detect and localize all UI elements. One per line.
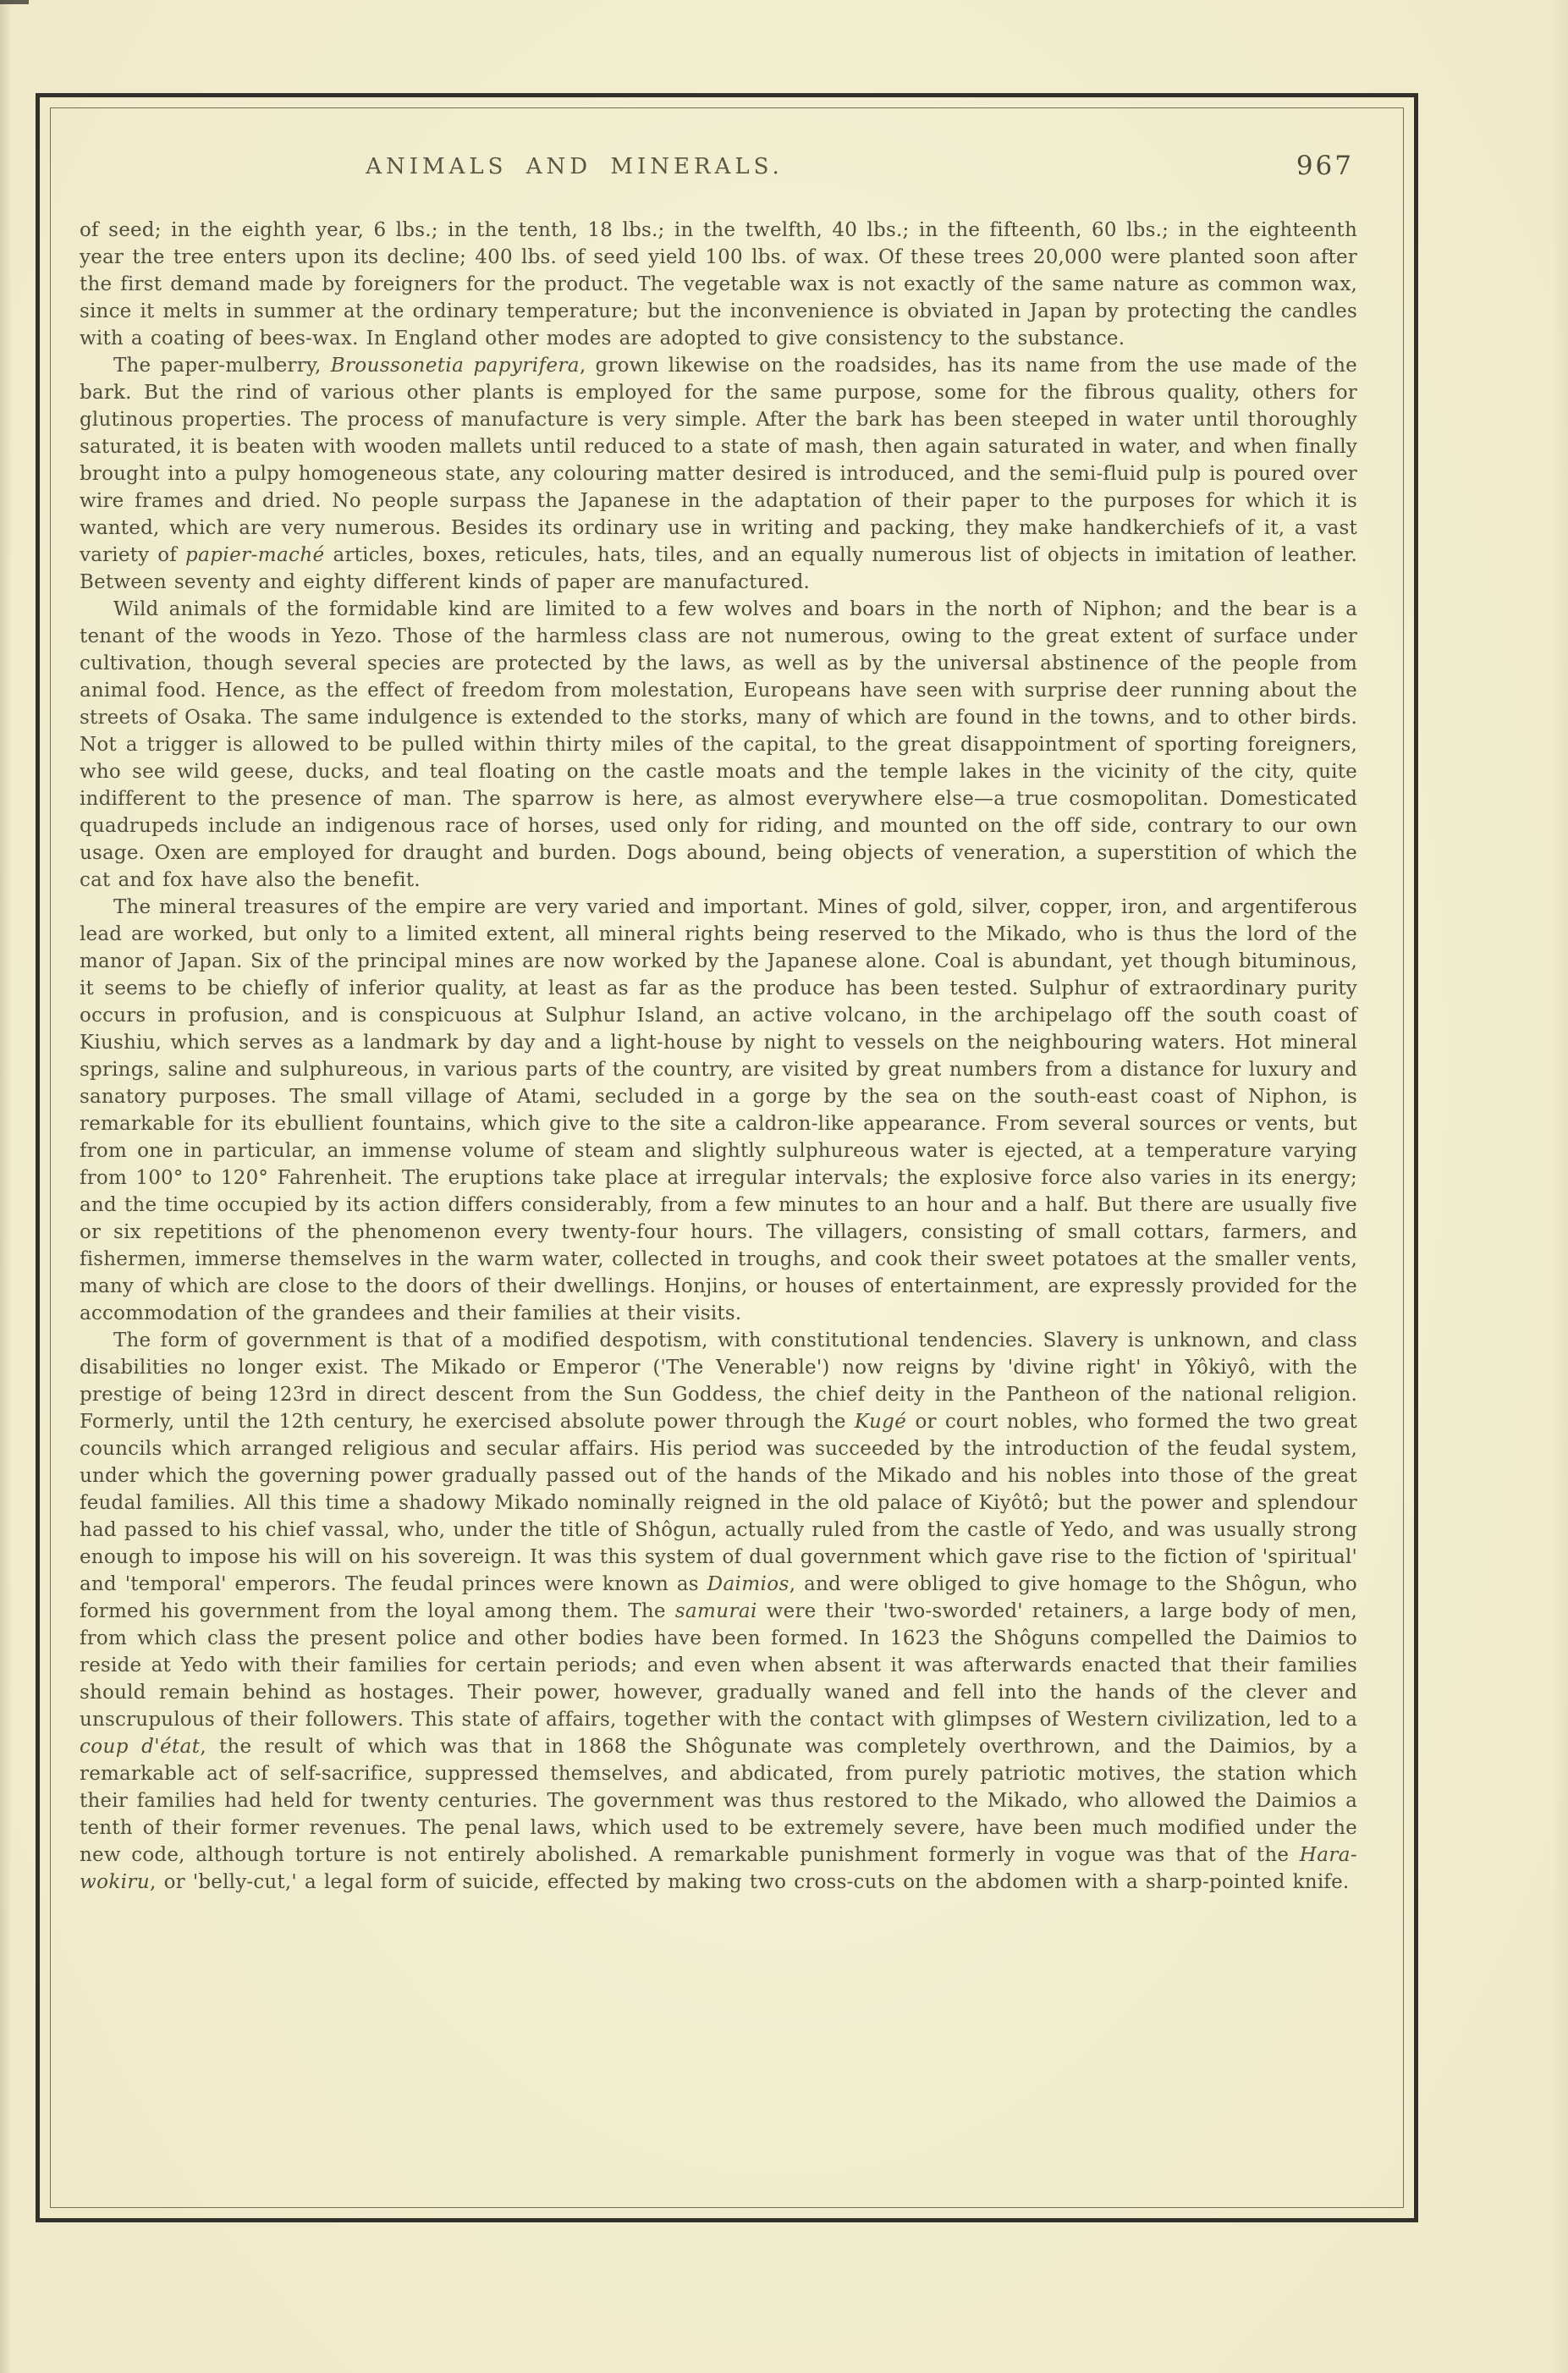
text-run: The paper-mulberry, (113, 355, 331, 377)
paragraph (80, 352, 1357, 596)
italic-term: samurai (674, 1600, 757, 1622)
italic-term: Hara-wokiru (80, 1844, 1357, 1893)
text-run: articles, boxes, reticules, hats, tiles, and an equally numerous list of objects in imitation of leather. Between seventy and eighty different kinds of paper are manufactured. (80, 544, 1357, 593)
text-run: , or 'belly-cut,' a legal form of suicide, effected by making two cross-cuts on the abdomen with a sharp-pointed knife. (150, 1871, 1350, 1893)
paragraph (80, 894, 1357, 1327)
text-run: of seed; in the eighth year, 6 lbs.; in the tenth, 18 lbs.; in the twelfth, 40 lbs.; in the fifteenth, 60 lbs.; in the eighteenth year the tree enters upon its decline; 400 lbs. of seed yield 100 lbs. of wax. Of these trees 20,000 were planted soon after the first demand made by foreigners for the product. The vegetable wax is not exactly of the same nature as common wax, since it melts in summer at the ordinary temperature; but the inconvenience is obviated in Japan by protecting the candles with a coating of bees-wax. In England other modes are adopted to give consistency to the substance. (80, 219, 1357, 350)
page-title: ANIMALS AND MINERALS. (366, 154, 784, 179)
italic-term: Kugé (854, 1411, 907, 1433)
italic-term: Daimios (707, 1573, 790, 1595)
text-run: were their 'two-sworded' retainers, a large body of men, from which class the present police and other bodies have been formed. In 1623 the Shôguns compelled the Daimios to reside at Yedo with their families for certain periods; and even when absent it was afterwards enacted that their families should remain behind as hostages. Their power, however, gradually waned and fell into the hands of the clever and unscrupulous of their followers. This state of affairs, together with the contact with glimpses of Western civilization, led to a (80, 1600, 1357, 1731)
text-run: , grown likewise on the roadsides, has its name from the use made of the bark. But the rind of various other plants is employed for the same purpose, some for the fibrous quality, others for glutinous properties. The process of manufacture is very simple. After the bark has been steeped in water until thoroughly saturated, it is beaten with wooden mallets until reduced to a state of mash, then again saturated in water, and when finally brought into a pulpy homogeneous state, any colouring matter desired is introduced, and the semi-fluid pulp is poured over wire frames and dried. No people surpass the Japanese in the adaptation of their paper to the purposes for which it is wanted, which are very numerous. Besides its ordinary use in writing and packing, they make handkerchiefs of it, a vast variety of (80, 355, 1357, 566)
text-run: or court nobles, who formed the two great councils which arranged religious and secular affairs. His period was succeeded by the introduction of the feudal system, under which the governing power gradually passed out of the hands of the Mikado and his nobles into those of the great feudal families. All this time a shadowy Mikado nominally reigned in the old palace of Kiyôtô; but the power and splendour had passed to his chief vassal, who, under the title of Shôgun, actually ruled from the castle of Yedo, and was usually strong enough to impose his will on his sovereign. It was this system of dual government which gave rise to the fiction of 'spiritual' and 'temporal' emperors. The feudal princes were known as (80, 1411, 1357, 1595)
text-run: The mineral treasures of the empire are very varied and important. Mines of gold, silver, copper, iron, and argentiferous lead are worked, but only to a limited extent, all mineral rights being reserved to the Mikado, who is thus the lord of the manor of Japan. Six of the principal mines are now worked by the Japanese alone. Coal is abundant, yet though bituminous, it seems to be chiefly of inferior quality, at least as far as the produce has been tested. Sulphur of extraordinary purity occurs in profusion, and is conspicuous at Sulphur Island, an active volcano, in the archipelago off the south coast of Kiushiu, which serves as a landmark by day and a light-house by night to vessels on the neighbouring waters. Hot mineral springs, saline and sulphureous, in various parts of the country, are visited by great numbers from a distance for luxury and sanatory purposes. The small village of Atami, secluded in a gorge by the sea on the south-east coast of Niphon, is remarkable for its ebullient fountains, which give to the site a caldron-like appearance. From several sources or vents, but from one in particular, an immense volume of steam and slightly sulphureous water is ejected, at a temperature varying from 100° to 120° Fahrenheit. The eruptions take place at irregular intervals; the explosive force also varies in its energy; and the time occupied by its action differs considerably, from a few minutes to an hour and a half. But there are usually five or six repetitions of the phenomenon every twenty-four hours. The villagers, consisting of small cottars, farmers, and fishermen, immerse themselves in the warm water, collected in troughs, and cook their sweet potatoes at the smaller vents, many of which are close to the doors of their dwellings. Honjins, or houses of entertainment, are expressly provided for the accommodation of the grandees and their families at their visits. (80, 896, 1357, 1324)
page-inner-border (50, 107, 1404, 2208)
italic-term: papier-maché (185, 544, 325, 566)
paragraph (80, 1327, 1357, 1896)
text-run: Wild animals of the formidable kind are limited to a few wolves and boars in the north of Niphon; and the bear is a tenant of the woods in Yezo. Those of the harmless class are not numerous, owing to the great extent of surface under cultivation, though several species are protected by the laws, as well as by the universal abstinence of the people from animal food. Hence, as the effect of freedom from molestation, Europeans have seen with surprise deer running about the streets of Osaka. The same indulgence is extended to the storks, many of which are found in the towns, and to other birds. Not a trigger is allowed to be pulled within thirty miles of the capital, to the great disappointment of sporting foreigners, who see wild geese, ducks, and teal floating on the castle moats and the temple lakes in the vicinity of the city, quite indifferent to the presence of man. The sparrow is here, as almost everywhere else—a true cosmopolitan. Domesticated quadrupeds include an indigenous race of horses, used only for riding, and mounted on the off side, contrary to our own usage. Oxen are employed for draught and burden. Dogs abound, being objects of veneration, a superstition of which the cat and fox have also the benefit. (80, 598, 1357, 891)
paragraph (80, 217, 1357, 352)
page-number: 967 (1296, 151, 1354, 181)
italic-term: coup d'état (80, 1736, 201, 1758)
page-text-body (80, 217, 1357, 1896)
paragraph (80, 596, 1357, 894)
italic-term: Broussonetia papyrifera (330, 355, 580, 377)
scan-artifact (0, 0, 29, 4)
text-run: , the result of which was that in 1868 the Shôgunate was completely overthrown, and the Daimios, by a remarkable act of self-sacrifice, suppressed themselves, and abdicated, from purely patriotic motives, the station which their families had held for twenty centuries. The government was thus restored to the Mikado, who allowed the Daimios a tenth of their former revenues. The penal laws, which used to be extremely severe, have been much modified under the new code, although torture is not entirely abolished. A remarkable punishment formerly in vogue was that of the (80, 1736, 1357, 1866)
text-run: , and were obliged to give homage to the Shôgun, who formed his government from the loyal among them. The (80, 1573, 1357, 1622)
text-run: The form of government is that of a modified despotism, with constitutional tendencies. Slavery is unknown, and class disabilities no longer exist. The Mikado or Emperor ('The Venerable') now reigns by 'divine right' in Yôkiyô, with the prestige of being 123rd in direct descent from the Sun Goddess, the chief deity in the Pantheon of the national religion. Formerly, until the 12th century, he exercised absolute power through the (80, 1330, 1357, 1433)
page-border-frame (36, 93, 1418, 2222)
running-header (80, 151, 1357, 184)
